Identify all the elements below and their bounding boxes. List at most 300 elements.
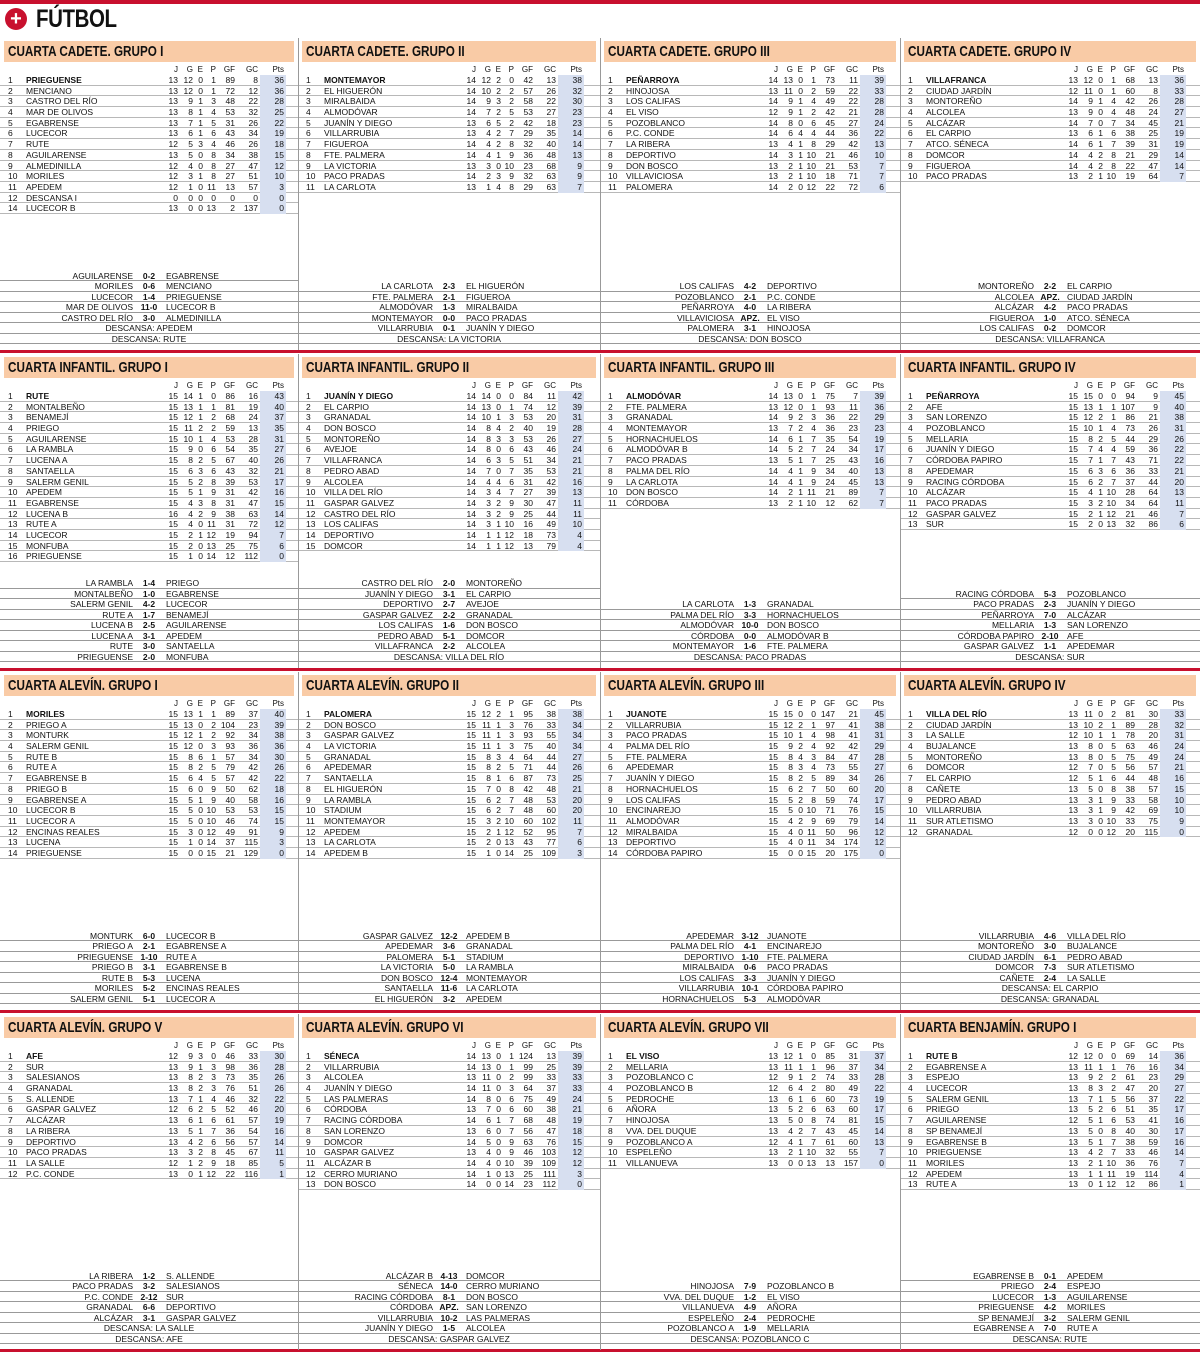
table-row <box>0 784 298 795</box>
cell-j: 14 <box>466 96 476 107</box>
cell-j: 14 <box>768 444 778 455</box>
cell-p: 13 <box>206 540 216 551</box>
cell-p: 6 <box>1111 1104 1116 1115</box>
cell-e: 3 <box>198 139 203 150</box>
column-header: E <box>797 381 803 390</box>
cell-j: 15 <box>768 762 778 773</box>
cell-pts: 14 <box>260 509 286 520</box>
result-row <box>900 941 1200 952</box>
cell-j: 13 <box>466 1104 476 1115</box>
cell-pts: 27 <box>558 752 584 763</box>
cell-team: LOS CALIFAS <box>324 519 379 530</box>
cell-j: 14 <box>768 465 778 476</box>
away-team: ESPEJO <box>1067 1281 1101 1291</box>
cell-j: 15 <box>768 815 778 826</box>
cell-pos: 12 <box>306 826 316 837</box>
cell-p: 9 <box>211 783 216 794</box>
cell-pos: 11 <box>908 497 917 508</box>
cell-pos: 4 <box>8 423 13 434</box>
cell-p: 6 <box>1111 128 1116 139</box>
table-row <box>298 709 600 720</box>
cell-p: 2 <box>509 96 514 107</box>
cell-pts: 3 <box>558 848 584 859</box>
cell-e: 5 <box>496 117 501 128</box>
cell-g: 5 <box>1088 1115 1093 1126</box>
cell-pos: 1 <box>8 1051 13 1061</box>
table-row <box>0 752 298 763</box>
cell-j: 13 <box>768 139 778 150</box>
cell-j: 14 <box>466 423 476 434</box>
match-score: 3-2 <box>442 993 456 1004</box>
cell-pts: 3 <box>260 182 286 193</box>
column-header: G <box>786 381 793 390</box>
cell-pts: 7 <box>860 498 886 509</box>
cell-p: 3 <box>211 1061 216 1072</box>
group-panel <box>0 672 298 1010</box>
table-row <box>298 498 600 509</box>
home-team: PALMA DEL RÍO <box>670 609 734 620</box>
home-team: DEPORTIVO <box>383 599 433 609</box>
cell-gf: 104 <box>220 719 235 730</box>
cell-e: 2 <box>496 107 501 118</box>
cell-team: MENCIANO <box>26 85 72 96</box>
cell-pos: 8 <box>8 149 13 160</box>
cell-j: 15 <box>168 423 178 434</box>
cell-e: 3 <box>496 96 501 107</box>
table-row <box>0 1051 298 1062</box>
cell-pos: 13 <box>306 1179 316 1190</box>
cell-j: 15 <box>1068 497 1078 508</box>
cell-gf: 25 <box>225 540 235 551</box>
cell-g: 12 <box>783 401 793 412</box>
result-row <box>600 1323 900 1334</box>
away-team: AGUILARENSE <box>166 620 227 630</box>
match-score: 0-1 <box>442 323 456 333</box>
away-team: BENAMEJÍ <box>166 609 209 620</box>
cell-pts: 28 <box>260 96 286 107</box>
match-score: 12-2 <box>440 930 458 941</box>
away-team: PRIEGO <box>166 578 200 588</box>
cell-gf: 39 <box>1125 139 1135 150</box>
cell-pts: 27 <box>558 434 584 445</box>
cell-g: 5 <box>188 794 193 805</box>
cell-pos: 4 <box>608 423 613 434</box>
cell-e: 0 <box>1098 709 1103 719</box>
home-team: HINOJOSA <box>690 1281 734 1291</box>
cell-gc: 58 <box>1148 794 1158 805</box>
match-score: 0-6 <box>142 281 156 291</box>
cell-e: 1 <box>198 487 203 498</box>
table-row <box>600 128 900 139</box>
cell-p: 1 <box>811 1061 816 1072</box>
cell-g: 7 <box>486 107 491 118</box>
cell-pts: 21 <box>1160 466 1186 477</box>
cell-pos: 6 <box>8 128 13 139</box>
match-score: 7-0 <box>1043 609 1057 620</box>
home-team: EGABRENSE A <box>973 1323 1034 1333</box>
cell-p: 10 <box>1106 497 1116 508</box>
cell-e: 1 <box>798 1051 803 1061</box>
cell-pts: 22 <box>1160 444 1186 455</box>
cell-gc: 46 <box>248 1104 258 1115</box>
standings-table <box>298 709 600 859</box>
cell-e: 2 <box>198 476 203 487</box>
cell-pts: 21 <box>558 1104 584 1115</box>
column-header: E <box>197 699 203 708</box>
cell-pts: 26 <box>860 773 886 784</box>
result-row <box>900 1323 1200 1334</box>
cell-gc: 33 <box>848 1072 858 1083</box>
cell-pts: 0 <box>558 1179 584 1190</box>
rest-note: DESCANSA: POZOBLANCO C <box>600 1334 900 1345</box>
cell-gf: 43 <box>523 837 533 848</box>
table-row <box>900 498 1200 509</box>
cell-p: 6 <box>211 444 216 455</box>
cell-gf: 93 <box>225 741 235 752</box>
cell-gc: 53 <box>248 476 258 487</box>
column-header: E <box>1097 65 1103 74</box>
cell-gf: 97 <box>825 719 835 730</box>
cell-p: 5 <box>1111 1093 1116 1104</box>
group-title <box>302 357 596 378</box>
cell-pos: 5 <box>608 117 613 128</box>
cell-g: 12 <box>183 75 193 85</box>
away-team: SAN LORENZO <box>466 1302 527 1312</box>
cell-team: BENAMEJÍ <box>26 412 69 423</box>
cell-gf: 22 <box>1125 160 1135 171</box>
cell-gf: 59 <box>1125 444 1135 455</box>
column-header: E <box>1097 381 1103 390</box>
cell-p: 10 <box>504 519 514 530</box>
result-row <box>900 589 1200 600</box>
match-score: 4-6 <box>1043 930 1057 941</box>
result-row <box>600 631 900 642</box>
result-row <box>900 302 1200 313</box>
cell-pts: 33 <box>558 1083 584 1094</box>
cell-pos: 3 <box>908 96 913 107</box>
match-score: APZ. <box>1040 291 1060 302</box>
result-row <box>600 302 900 313</box>
cell-gc: 25 <box>1148 128 1158 139</box>
cell-pts: 17 <box>860 795 886 806</box>
column-header: P <box>210 381 216 390</box>
table-row <box>0 730 298 741</box>
cell-g: 4 <box>788 1125 793 1136</box>
cell-p: 2 <box>509 423 514 434</box>
cell-gc: 45 <box>848 476 858 487</box>
table-row <box>0 139 298 150</box>
cell-pts: 6 <box>260 541 286 552</box>
cell-pts: 36 <box>1160 75 1186 86</box>
cell-pos: 7 <box>306 139 311 150</box>
cell-gf: 78 <box>1125 730 1135 741</box>
table-row <box>900 1147 1200 1158</box>
cell-p: 7 <box>509 794 514 805</box>
cell-pts: 10 <box>260 171 286 182</box>
cell-gf: 36 <box>1125 1157 1135 1168</box>
cell-g: 7 <box>188 1093 193 1104</box>
column-divider <box>600 38 601 350</box>
cell-g: 11 <box>1084 1061 1093 1072</box>
cell-j: 13 <box>168 107 178 118</box>
cell-pts: 18 <box>260 784 286 795</box>
table-row <box>600 816 900 827</box>
cell-j: 14 <box>768 412 778 423</box>
cell-j: 13 <box>168 117 178 128</box>
cell-team: APEDEMAR <box>626 762 674 773</box>
cell-gf: 89 <box>1125 719 1135 730</box>
cell-p: 4 <box>211 107 216 118</box>
cell-pos: 3 <box>306 730 311 741</box>
cell-gf: 49 <box>825 96 835 107</box>
table-row <box>600 741 900 752</box>
cell-pts: 11 <box>558 509 584 520</box>
cell-gf: 43 <box>225 465 235 476</box>
cell-gf: 21 <box>225 847 235 858</box>
result-row <box>298 1313 600 1324</box>
cell-p: 4 <box>811 741 816 752</box>
cell-p: 7 <box>1111 139 1116 150</box>
away-team: BUJALANCE <box>1067 941 1118 951</box>
group-panel <box>600 354 900 668</box>
cell-e: 1 <box>198 391 203 401</box>
table-row <box>0 193 298 204</box>
cell-j: 15 <box>768 773 778 784</box>
cell-e: 0 <box>198 192 203 203</box>
column-divider <box>298 1014 299 1350</box>
cell-g: 13 <box>183 719 193 730</box>
home-team: PEDRO ABAD <box>377 630 433 641</box>
cell-team: SANTAELLA <box>324 773 373 784</box>
cell-gc: 46 <box>1148 1147 1158 1158</box>
cell-pts: 0 <box>860 1158 886 1169</box>
table-row <box>0 107 298 118</box>
cell-j: 12 <box>1068 826 1078 837</box>
cell-p: 3 <box>211 1083 216 1094</box>
cell-p: 7 <box>811 433 816 444</box>
column-header: GC <box>544 1041 556 1050</box>
cell-pts: 33 <box>860 86 886 97</box>
column-header: GC <box>246 699 258 708</box>
result-row <box>0 1313 298 1324</box>
home-team: ALCOLEA <box>994 291 1034 302</box>
cell-pts: 17 <box>260 477 286 488</box>
standings-table <box>600 391 900 509</box>
cell-j: 14 <box>768 487 778 498</box>
table-row <box>298 1158 600 1169</box>
cell-e: 1 <box>1098 805 1103 816</box>
group-panel <box>900 672 1200 1010</box>
table-row <box>298 423 600 434</box>
cell-p: 10 <box>504 1157 514 1168</box>
cell-p: 1 <box>509 1061 514 1072</box>
cell-pts: 6 <box>558 837 584 848</box>
cell-pos: 7 <box>908 773 913 784</box>
home-team: MONTEMAYOR <box>371 312 433 323</box>
cell-j: 15 <box>466 730 476 741</box>
cell-gf: 92 <box>825 741 835 752</box>
cell-j: 12 <box>1068 85 1078 96</box>
away-team: AGUILARENSE <box>1067 1291 1128 1302</box>
column-header: P <box>810 699 816 708</box>
cell-gc: 60 <box>848 783 858 794</box>
cell-pos: 11 <box>306 497 315 508</box>
cell-gf: 31 <box>225 487 235 498</box>
cell-pos: 8 <box>306 149 311 160</box>
away-team: ALCOLEA <box>466 1323 506 1333</box>
cell-p: 12 <box>206 1168 216 1179</box>
cell-gf: 42 <box>523 117 533 128</box>
cell-gf: 53 <box>225 433 235 444</box>
cell-j: 14 <box>768 149 778 160</box>
match-score: 2-0 <box>442 578 456 588</box>
home-team: VILLAVICIOSA <box>676 312 734 323</box>
cell-gc: 55 <box>848 1147 858 1158</box>
cell-e: 0 <box>198 826 203 837</box>
cell-e: 0 <box>798 401 803 412</box>
home-team: PRIEGO <box>1000 1281 1034 1291</box>
cell-gf: 18 <box>825 171 835 182</box>
cell-gc: 26 <box>1148 96 1158 107</box>
cell-e: 2 <box>1098 1072 1103 1083</box>
standings-table <box>900 1051 1200 1190</box>
cell-gf: 39 <box>523 1157 533 1168</box>
cell-team: AFE <box>26 1051 43 1061</box>
match-score: 5-3 <box>142 972 156 983</box>
cell-pos: 14 <box>608 847 618 858</box>
cell-pos: 9 <box>608 476 613 487</box>
cell-pos: 11 <box>8 181 17 192</box>
result-row <box>298 1302 600 1313</box>
standings-table <box>298 75 600 193</box>
cell-p: 1 <box>509 401 514 412</box>
cell-gf: 53 <box>1125 1115 1135 1126</box>
cell-p: 12 <box>806 181 816 192</box>
away-team: HORNACHUELOS <box>767 609 839 620</box>
cell-gc: 57 <box>248 181 258 192</box>
table-row <box>900 709 1200 720</box>
result-row <box>600 1302 900 1313</box>
cell-p: 0 <box>1111 391 1116 401</box>
cell-team: LUCENA A <box>26 455 68 466</box>
cell-j: 13 <box>768 1093 778 1104</box>
cell-g: 8 <box>188 1083 193 1094</box>
cell-pts: 21 <box>260 466 286 477</box>
cell-j: 13 <box>1068 1179 1078 1190</box>
cell-p: 2 <box>1111 709 1116 719</box>
cell-g: 7 <box>1088 117 1093 128</box>
cell-team: LA SALLE <box>26 1157 65 1168</box>
cell-gf: 47 <box>1125 1083 1135 1094</box>
cell-j: 12 <box>168 139 178 150</box>
home-team: MONTEMAYOR <box>672 641 734 651</box>
cell-g: 8 <box>486 433 491 444</box>
cell-gf: 29 <box>825 139 835 150</box>
cell-pts: 17 <box>860 444 886 455</box>
cell-gf: 29 <box>523 181 533 192</box>
cell-gc: 24 <box>1148 107 1158 118</box>
cell-gc: 81 <box>848 1115 858 1126</box>
cell-p: 9 <box>811 815 816 826</box>
table-row <box>298 741 600 752</box>
cell-team: DON BOSCO <box>324 1179 376 1190</box>
cell-j: 13 <box>1068 1136 1078 1147</box>
cell-g: 0 <box>1088 826 1093 837</box>
cell-j: 14 <box>466 433 476 444</box>
cell-gf: 94 <box>1125 391 1135 401</box>
result-row <box>298 620 600 631</box>
cell-team: LUCECOR <box>26 529 68 540</box>
cell-gc: 30 <box>1148 1125 1158 1136</box>
cell-e: 0 <box>1098 826 1103 837</box>
cell-gf: 44 <box>1125 433 1135 444</box>
cell-pos: 1 <box>908 709 913 719</box>
cell-gc: 41 <box>1148 1115 1158 1126</box>
cell-gc: 45 <box>848 1125 858 1136</box>
cell-gf: 81 <box>1125 709 1135 719</box>
cell-j: 14 <box>466 412 476 423</box>
group-title <box>904 41 1196 62</box>
cell-pos: 8 <box>8 1125 13 1136</box>
cell-pts: 38 <box>260 730 286 741</box>
home-team: GRANADAL <box>86 1302 133 1312</box>
cell-j: 15 <box>1068 423 1078 434</box>
cell-e: 3 <box>198 497 203 508</box>
cell-pos: 9 <box>908 160 913 171</box>
column-header: G <box>186 65 193 74</box>
away-team: JUANOTE <box>767 930 807 941</box>
cell-e: 2 <box>1098 1104 1103 1115</box>
cell-team: DON BOSCO <box>324 719 376 730</box>
cell-p: 4 <box>811 128 816 139</box>
cell-team: SUR <box>26 1061 44 1072</box>
cell-gc: 47 <box>248 497 258 508</box>
match-score: APZ. <box>740 312 760 323</box>
cell-j: 14 <box>466 1061 476 1072</box>
table-row <box>900 466 1200 477</box>
cell-gf: 71 <box>523 762 533 773</box>
cell-pos: 9 <box>608 794 613 805</box>
table-row <box>298 1147 600 1158</box>
cell-p: 2 <box>811 85 816 96</box>
cell-e: 1 <box>798 455 803 466</box>
cell-team: MORILES <box>26 709 65 719</box>
result-row <box>900 962 1200 973</box>
cell-gc: 46 <box>546 444 556 455</box>
cell-team: JUANÍN Y DIEGO <box>324 117 393 128</box>
table-row <box>900 434 1200 445</box>
cell-gc: 86 <box>1148 1179 1158 1190</box>
table-row <box>298 1072 600 1083</box>
result-row <box>0 983 298 994</box>
cell-pos: 8 <box>306 1125 311 1136</box>
cell-p: 3 <box>509 719 514 730</box>
cell-pts: 42 <box>558 391 584 402</box>
cell-pos: 6 <box>908 762 913 773</box>
cell-team: ALCÁZAR <box>926 117 966 128</box>
cell-team: FTE. PALMERA <box>626 401 687 412</box>
cell-gf: 74 <box>523 401 533 412</box>
cell-j: 15 <box>466 837 476 848</box>
cell-pos: 10 <box>8 487 18 498</box>
table-row <box>900 391 1200 402</box>
cell-gf: 89 <box>225 709 235 719</box>
cell-j: 14 <box>768 476 778 487</box>
match-score: 2-10 <box>1041 630 1059 641</box>
cell-p: 8 <box>509 139 514 150</box>
cell-j: 14 <box>466 540 476 551</box>
cell-j: 12 <box>1068 762 1078 773</box>
